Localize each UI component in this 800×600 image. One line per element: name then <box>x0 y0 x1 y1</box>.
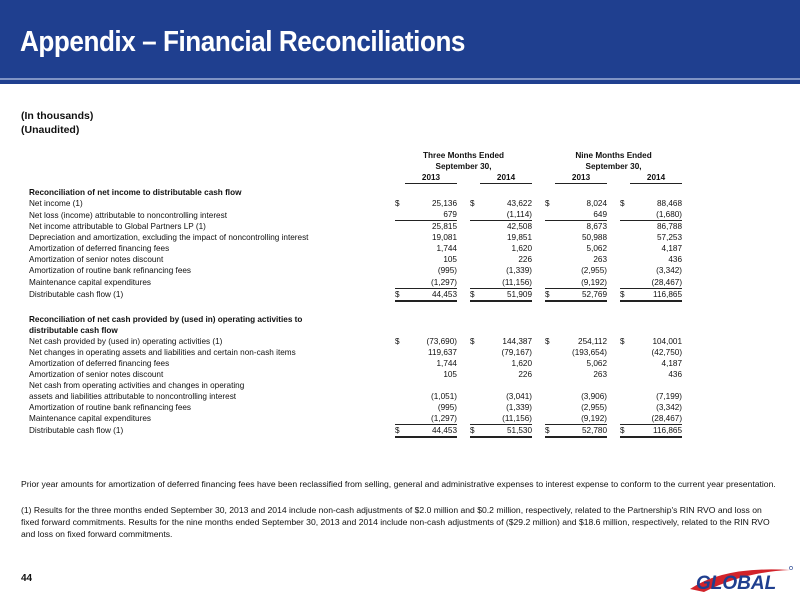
section2-header-cont <box>29 325 682 336</box>
cell-value: (1,114) <box>506 210 533 220</box>
cell-value: 44,453 <box>405 288 457 301</box>
currency-symbol <box>545 391 555 402</box>
table-row <box>29 369 682 380</box>
cell-value: 57,253 <box>657 233 683 243</box>
currency-symbol: $ <box>545 425 555 438</box>
cell-value: 5,062 <box>586 244 608 254</box>
section-title: Reconciliation of net cash provided by (used in) operating activities to <box>29 314 303 324</box>
cell-value: 226 <box>518 255 533 265</box>
table-row <box>29 254 682 265</box>
currency-symbol <box>470 265 480 276</box>
cell-value: 19,851 <box>506 233 533 243</box>
page-title: Appendix – Financial Reconciliations <box>20 26 466 58</box>
cell-value: 436 <box>668 255 683 265</box>
cell-value: 50,988 <box>581 233 608 243</box>
currency-symbol: $ <box>545 336 550 346</box>
cell-value: 649 <box>593 210 608 220</box>
currency-symbol: $ <box>470 199 475 209</box>
cell-value: (1,297) <box>405 277 457 289</box>
cell-value: (28,467) <box>630 413 682 425</box>
banner-rule <box>0 78 800 80</box>
cell-value: 679 <box>443 210 457 220</box>
cell-value: (1,051) <box>431 391 457 401</box>
row-label: Amortization of senior notes discount <box>29 255 164 265</box>
currency-symbol <box>620 369 630 380</box>
currency-symbol <box>470 413 480 425</box>
currency-symbol <box>470 277 480 289</box>
currency-symbol <box>545 254 555 265</box>
section2-header <box>29 314 682 325</box>
currency-symbol <box>395 277 405 289</box>
currency-symbol <box>620 277 630 289</box>
cell-value: 226 <box>518 369 533 379</box>
row-label: Net income (1) <box>29 199 83 209</box>
cell-value: (42,750) <box>651 347 683 357</box>
cell-value: (1,680) <box>656 210 683 220</box>
cell-value: 44,453 <box>405 425 457 438</box>
cell-value: 105 <box>443 255 457 265</box>
cell-value: (3,342) <box>656 266 683 276</box>
cell-value: (2,955) <box>581 266 608 276</box>
table-row <box>29 209 682 221</box>
cell-value: (3,041) <box>506 391 533 401</box>
currency-symbol <box>620 402 630 413</box>
currency-symbol <box>620 347 630 358</box>
cell-value: (7,199) <box>656 391 683 401</box>
currency-symbol <box>470 254 480 265</box>
cell-value: (995) <box>437 266 457 276</box>
currency-symbol: $ <box>395 425 405 438</box>
row-label: Amortization of deferred financing fees <box>29 358 170 368</box>
row-label: Amortization of senior notes discount <box>29 369 164 379</box>
row-label: Maintenance capital expenditures <box>29 277 151 287</box>
currency-symbol <box>395 232 405 243</box>
cell-value: 1,620 <box>511 358 533 368</box>
nine-months-header: Nine Months Ended <box>575 151 652 161</box>
currency-symbol: $ <box>545 288 555 301</box>
section-title: Reconciliation of net income to distributable cash flow <box>29 188 242 198</box>
cell-value: (1,297) <box>405 413 457 425</box>
currency-symbol <box>470 209 480 221</box>
currency-symbol <box>620 243 630 254</box>
currency-symbol <box>470 391 480 402</box>
currency-symbol <box>620 413 630 425</box>
row-label: Amortization of routine bank refinancing fees <box>29 266 192 276</box>
cell-value: (79,167) <box>501 347 533 357</box>
cell-value: (1,339) <box>506 266 533 276</box>
row-label: Maintenance capital expenditures <box>29 414 151 424</box>
cell-value: 254,112 <box>578 336 608 346</box>
table-row <box>29 425 682 438</box>
table-row <box>29 347 682 358</box>
cell-value: 25,815 <box>405 221 457 233</box>
currency-symbol: $ <box>395 336 400 346</box>
table-row <box>29 198 682 209</box>
cell-value: (3,906) <box>581 391 608 401</box>
reconciliation-table <box>29 150 682 438</box>
currency-symbol: $ <box>620 199 625 209</box>
cell-value: (9,192) <box>555 277 607 289</box>
table-row <box>29 380 682 391</box>
row-label: Net cash provided by (used in) operating activities (1) <box>29 336 223 346</box>
currency-symbol <box>545 209 555 221</box>
currency-symbol <box>620 232 630 243</box>
three-months-date: September 30, <box>435 162 492 172</box>
currency-symbol <box>545 402 555 413</box>
currency-symbol <box>545 232 555 243</box>
cell-value: 52,780 <box>555 425 607 438</box>
global-logo <box>684 562 796 596</box>
cell-value: 1,620 <box>511 244 533 254</box>
cell-value: 263 <box>593 369 608 379</box>
currency-symbol <box>545 221 555 233</box>
cell-value: (28,467) <box>630 277 682 289</box>
cell-value: 8,673 <box>555 221 607 233</box>
cell-value: (3,342) <box>656 403 683 412</box>
currency-symbol: $ <box>620 288 630 301</box>
currency-symbol <box>545 413 555 425</box>
cell-value: 86,788 <box>630 221 682 233</box>
cell-value: 263 <box>593 255 608 265</box>
currency-symbol <box>620 221 630 233</box>
cell-value: 25,136 <box>431 199 457 209</box>
cell-value: 144,387 <box>502 336 533 346</box>
currency-symbol <box>395 254 405 265</box>
cell-value: (11,156) <box>480 413 532 425</box>
currency-symbol <box>620 391 630 402</box>
currency-symbol <box>395 369 405 380</box>
currency-symbol: $ <box>470 425 480 438</box>
currency-symbol <box>620 380 630 391</box>
cell-value: 119,637 <box>428 347 457 357</box>
row-label: assets and liabilities attributable to noncontrolling interest <box>29 391 237 401</box>
audit-label: (Unaudited) <box>21 124 80 136</box>
cell-value <box>555 380 607 391</box>
currency-symbol <box>545 243 555 254</box>
currency-symbol <box>395 209 405 221</box>
currency-symbol <box>545 347 555 358</box>
currency-symbol <box>545 369 555 380</box>
title-banner <box>0 0 800 84</box>
currency-symbol <box>470 243 480 254</box>
currency-symbol: $ <box>470 336 475 346</box>
cell-value: 104,001 <box>652 336 683 346</box>
cell-value <box>480 380 532 391</box>
currency-symbol <box>395 265 405 276</box>
row-label: Amortization of routine bank refinancing fees <box>29 403 192 412</box>
cell-value: 1,744 <box>436 244 457 254</box>
currency-symbol <box>545 277 555 289</box>
table-row <box>29 265 682 276</box>
currency-symbol <box>395 243 405 254</box>
year-header: 2014 <box>480 172 532 184</box>
section-title: distributable cash flow <box>29 325 118 335</box>
cell-value: 105 <box>443 369 457 379</box>
page-number: 44 <box>21 573 33 584</box>
currency-symbol <box>395 380 405 391</box>
currency-symbol <box>470 232 480 243</box>
currency-symbol <box>395 221 405 233</box>
year-header: 2013 <box>555 172 607 184</box>
year-header: 2014 <box>630 172 682 184</box>
units-label: (In thousands) <box>21 110 94 122</box>
cell-value: (11,156) <box>480 277 532 289</box>
currency-symbol: $ <box>620 336 625 346</box>
cell-value: 19,081 <box>431 233 457 243</box>
currency-symbol <box>620 254 630 265</box>
cell-value: (1,339) <box>506 403 533 412</box>
cell-value: (73,690) <box>426 336 457 346</box>
spacer-row <box>29 301 682 314</box>
table-row <box>29 243 682 254</box>
reclassification-note: Prior year amounts for amortization of deferred financing fees have been reclassified from selling, general and administrative expenses to interest expense to conform to the current year presentation. <box>21 479 776 489</box>
row-label: Net income attributable to Global Partners LP (1) <box>29 222 206 232</box>
currency-symbol: $ <box>620 425 630 438</box>
table-row <box>29 391 682 402</box>
row-label: Distributable cash flow (1) <box>29 426 124 436</box>
table-row <box>29 277 682 289</box>
table-row <box>29 336 682 347</box>
currency-symbol: $ <box>395 199 400 209</box>
row-label: Amortization of deferred financing fees <box>29 244 170 254</box>
currency-symbol <box>470 221 480 233</box>
row-label: Net loss (income) attributable to noncontrolling interest <box>29 210 227 220</box>
table-row <box>29 402 682 413</box>
cell-value: 8,024 <box>586 199 608 209</box>
currency-symbol <box>620 358 630 369</box>
currency-symbol: $ <box>395 288 405 301</box>
section1-header <box>29 187 682 198</box>
currency-symbol <box>470 347 480 358</box>
currency-symbol <box>470 358 480 369</box>
row-label: Net changes in operating assets and liabilities and certain non-cash items <box>29 347 296 357</box>
year-header-row <box>29 172 682 184</box>
cell-value: 4,187 <box>661 358 683 368</box>
table-row <box>29 221 682 233</box>
cell-value: 51,530 <box>480 425 532 438</box>
cell-value: (995) <box>437 403 457 412</box>
cell-value: 116,865 <box>630 288 682 301</box>
currency-symbol: $ <box>470 288 480 301</box>
cell-value: 51,909 <box>480 288 532 301</box>
currency-symbol <box>395 402 405 413</box>
table-row <box>29 413 682 425</box>
currency-symbol <box>395 347 405 358</box>
cell-value: 116,865 <box>630 425 682 438</box>
cell-value: 43,622 <box>506 199 533 209</box>
currency-symbol <box>545 358 555 369</box>
currency-symbol <box>470 380 480 391</box>
currency-symbol <box>470 369 480 380</box>
row-label: Distributable cash flow (1) <box>29 289 124 299</box>
cell-value: 52,769 <box>555 288 607 301</box>
table-row <box>29 358 682 369</box>
cell-value <box>405 380 457 391</box>
currency-symbol <box>545 380 555 391</box>
cell-value: (193,654) <box>571 347 608 357</box>
cell-value <box>630 380 682 391</box>
currency-symbol <box>620 209 630 221</box>
row-label: Depreciation and amortization, excluding the impact of noncontrolling interest <box>29 233 309 243</box>
cell-value: 436 <box>668 369 683 379</box>
column-group-header <box>29 150 682 161</box>
cell-value: (2,955) <box>581 403 608 412</box>
currency-symbol: $ <box>545 199 550 209</box>
currency-symbol <box>395 391 405 402</box>
footnote-1: (1) Results for the three months ended September 30, 2013 and 2014 include non-cash adjustments of $2.0 million and $0.2 million, respectively, related to the Partnership's RIN RVO and loss on fixed forward commitments. Results for the nine months ended September 30, 2013 and 2014 include non-cash adjustments of ($29.2 million) and $18.6 million, respectively, related to the RIN RVO and loss on fixed forward commitments. <box>21 505 770 539</box>
column-subheader <box>29 161 682 172</box>
logo-wordmark: GLOBAL <box>696 573 777 594</box>
cell-value: 42,508 <box>480 221 532 233</box>
table-row <box>29 232 682 243</box>
table-row <box>29 288 682 301</box>
row-label: Net cash from operating activities and changes in operating <box>29 380 245 390</box>
cell-value: (9,192) <box>555 413 607 425</box>
three-months-header: Three Months Ended <box>423 151 504 161</box>
currency-symbol <box>620 265 630 276</box>
cell-value: 4,187 <box>661 244 683 254</box>
cell-value: 1,744 <box>436 358 457 368</box>
year-header: 2013 <box>405 172 457 184</box>
nine-months-date: September 30, <box>585 162 642 172</box>
currency-symbol <box>395 413 405 425</box>
currency-symbol <box>395 358 405 369</box>
currency-symbol <box>470 402 480 413</box>
cell-value: 88,468 <box>657 199 683 209</box>
cell-value: 5,062 <box>586 358 608 368</box>
currency-symbol <box>545 265 555 276</box>
